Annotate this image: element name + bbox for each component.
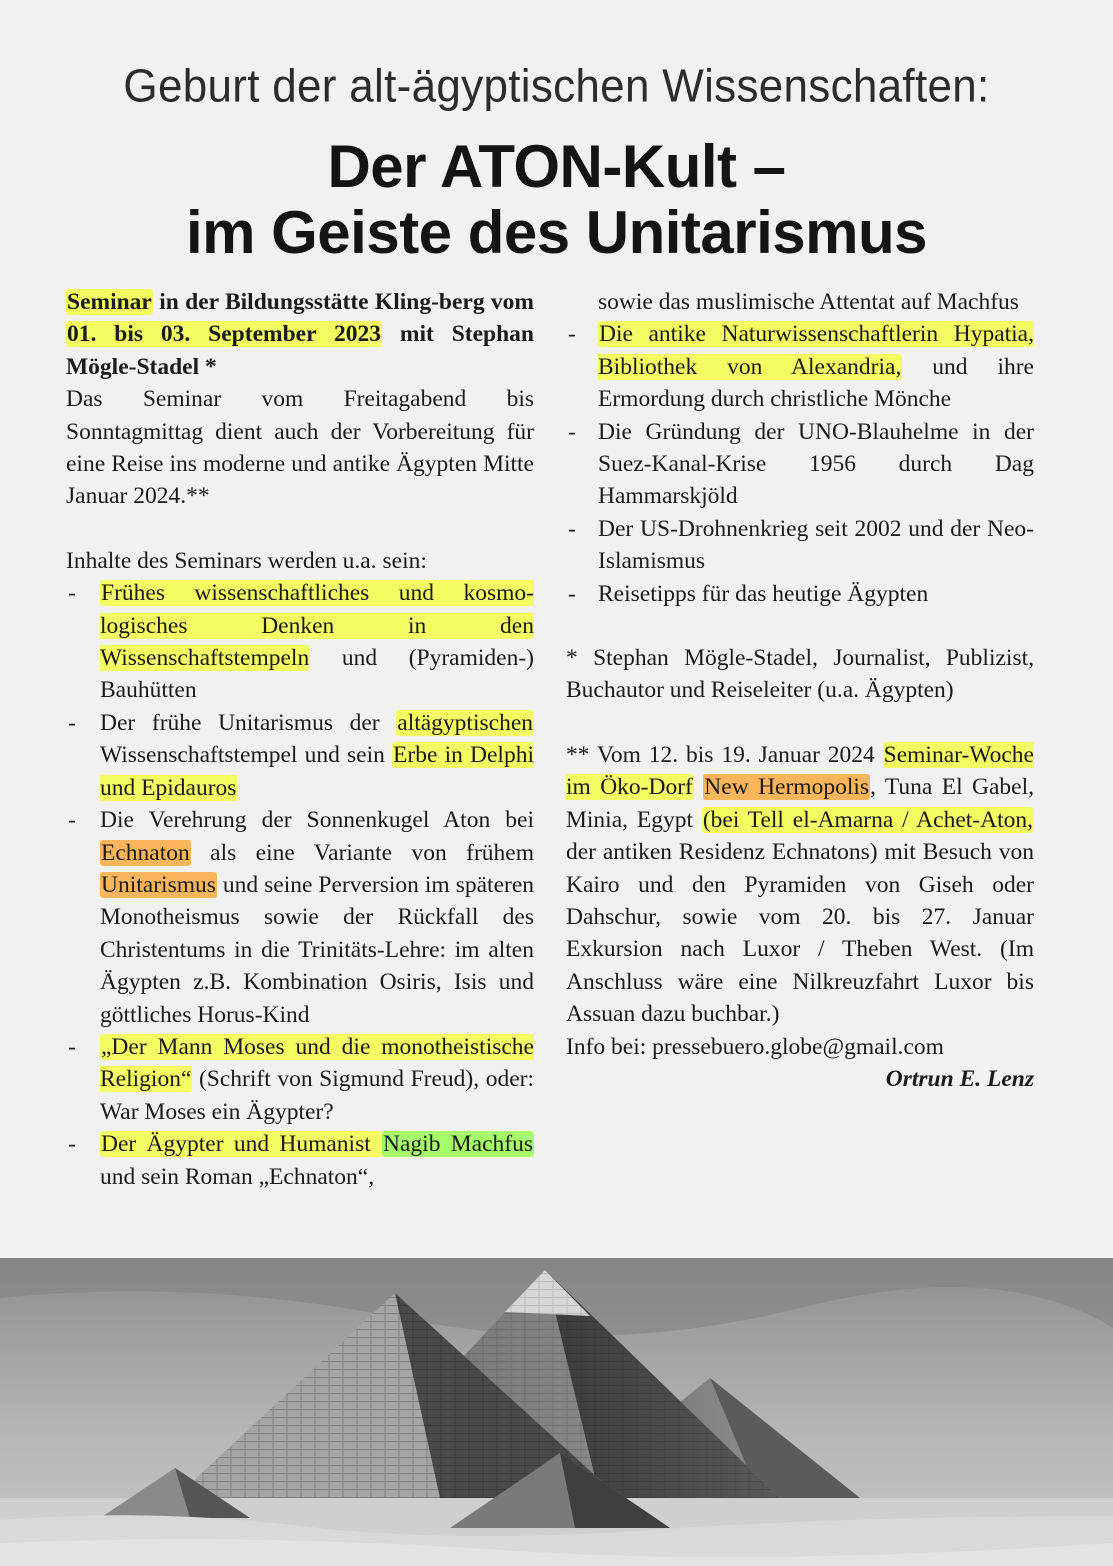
- pyramids-of-giza-icon: [0, 1258, 1113, 1566]
- title-line-1: Der ATON-Kult –: [327, 133, 786, 200]
- title-line-2: im Geiste des Unitarismus: [185, 199, 928, 266]
- list-item: - Der US-Drohnenkrieg seit 2002 und der Neo-Islamismus: [566, 513, 1034, 578]
- contact-info: Info bei: pressebuero.globe@gmail.com: [566, 1033, 944, 1060]
- list-item: - Die antike Naturwissenschaftlerin Hypatia, Bibliothek von Alexandria, und ihre Ermordung durch christliche Mönche: [566, 318, 1034, 415]
- author-signature: Ortrun E. Lenz: [885, 1065, 1034, 1092]
- seminar-word: Seminar: [67, 289, 152, 315]
- list-item: - Die Verehrung der Sonnenkugel Aton bei Echnaton als eine Variante von frühem Unitarismus und seine Perversion im späteren Monotheismus sowie der Rückfall des Christentums in die Trinitäts-Lehre: im alten Ägypten z.B. Kombination Osiris, Isis und göttliches Horus-Kind: [66, 804, 534, 1031]
- seminar-dates: 01. bis 03. September 2023: [67, 321, 381, 348]
- list-item: - Reisetipps für das heutige Ägypten: [566, 578, 1034, 610]
- seminar-description: Das Seminar vom Freitagabend bis Sonntagmittag dient auch der Vorbereitung für eine Reise ins moderne und antike Ägypten Mitte Januar 2024.**: [66, 386, 534, 510]
- footnote-trip: ** Vom 12. bis 19. Januar 2024 Seminar-Woche im Öko-Dorf New Hermopolis, Tuna El Gabel, Minia, Egypt (bei Tell el-Amarna / Achet-Aton, der antiken Residenz Echnatons) mit Besuch von Kairo und den Pyramiden von Giseh oder Dahschur, sowie vom 20. bis 27. Januar Exkursion nach Luxor / Theben West. (Im Anschluss wäre eine Nilkreuzfahrt Luxor bis Assuan dazu buchbar.): [566, 741, 1035, 1028]
- seminar-intro: [66, 286, 534, 383]
- seminar-speaker: mit Stephan Mögle-Stadel *: [66, 321, 535, 380]
- list-item: - „Der Mann Moses und die monotheistische Religion“ (Schrift von Sigmund Freud), oder: War Moses ein Ägypter?: [66, 1031, 534, 1128]
- kicker-line: Geburt der alt-ägyptischen Wissenschaften:: [123, 60, 990, 113]
- right-column: [566, 286, 1034, 1095]
- list-item: - Frühes wissenschaftliches und kosmo-logisches Denken in den Wissenschaftstempeln und (Pyramiden-) Bauhütten: [66, 577, 534, 707]
- contents-list-right: [566, 286, 1034, 610]
- footnote-speaker: * Stephan Mögle-Stadel, Journalist, Publizist, Buchautor und Reiseleiter (u.a. Ägypten): [566, 645, 1034, 704]
- list-item: - Der Ägypter und Humanist Nagib Machfus und sein Roman „Echnaton“,: [66, 1128, 534, 1193]
- contents-list-left: [66, 577, 534, 1193]
- list-item: - Die Gründung der UNO-Blauhelme in der Suez-Kanal-Krise 1956 durch Dag Hammarskjöld: [566, 416, 1034, 513]
- left-column: [66, 286, 534, 1193]
- list-continuation: sowie das muslimische Attentat auf Machfus: [598, 289, 1019, 315]
- seminar-location: in der Bildungsstätte Kling-berg vom: [152, 289, 534, 315]
- list-item: - Der frühe Unitarismus der altägyptischen Wissenschaftstempel und sein Erbe in Delphi und Epidauros: [66, 707, 534, 804]
- contents-heading: Inhalte des Seminars werden u.a. sein:: [66, 547, 427, 574]
